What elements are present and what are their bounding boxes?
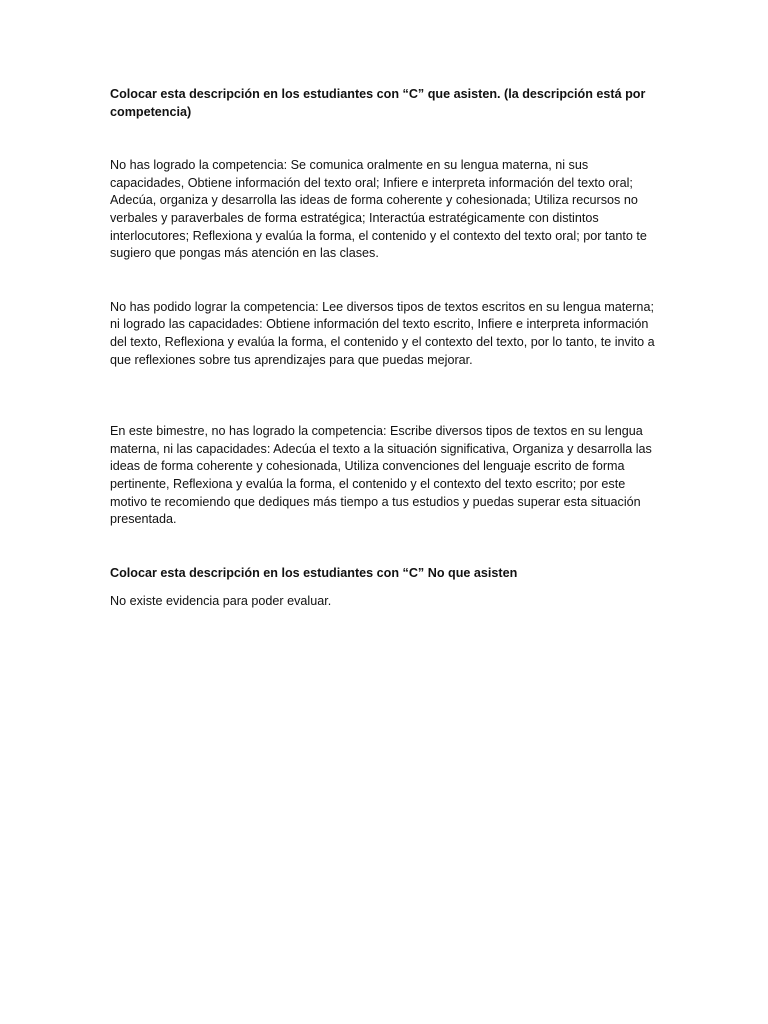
spacer — [110, 529, 662, 565]
section-heading-attending: Colocar esta descripción en los estudiantes con “C” que asisten. (la descripción está por competencia) — [110, 87, 646, 119]
paragraph-reading-competence: No has podido lograr la competencia: Lee diversos tipos de textos escritos en su lengua materna; ni logrado las capacidades: Obtiene información del texto escrito, Infiere e interpreta información del texto, Reflexiona y evalúa la forma, el contenido y el contexto del texto, por lo tanto, te invito a que reflexiones sobre tus aprendizajes para que puedas mejorar. — [110, 299, 655, 367]
spacer — [110, 263, 662, 299]
spacer — [110, 369, 662, 423]
spacer — [110, 121, 662, 157]
paragraph-oral-competence: No has logrado la competencia: Se comunica oralmente en su lengua materna, ni sus capacidades, Obtiene información del texto oral; Infiere e interpreta información del texto oral; Adecúa, organiza y desarrolla las ideas de forma coherente y cohesionada; Utiliza recursos no verbales y paraverbales de forma estratégica; Interactúa estratégicamente con distintos interlocutores; Reflexiona y evalúa la forma, el contenido y el contexto del texto oral; por tanto te sugiero que pongas más atención en las clases. — [110, 158, 647, 261]
paragraph-no-evidence: No existe evidencia para poder evaluar. — [110, 594, 332, 609]
paragraph-writing-competence: En este bimestre, no has logrado la competencia: Escribe diversos tipos de textos en su lengua materna, ni las capacidades: Adecúa el texto a la situación significativa, Organiza y desarrolla las ideas de forma coherente y cohesionada, Utiliza convenciones del lenguaje escrito de forma pertinente, Reflexiona y evalúa la forma, el contenido y el contexto del texto escrito; por este motivo te recomiendo que dediques más tiempo a tus estudios y puedas superar esta situación presentada. — [110, 424, 652, 527]
document-content — [110, 86, 662, 611]
section-heading-not-attending: Colocar esta descripción en los estudiantes con “C” No que asisten — [110, 565, 518, 580]
spacer — [110, 582, 662, 593]
